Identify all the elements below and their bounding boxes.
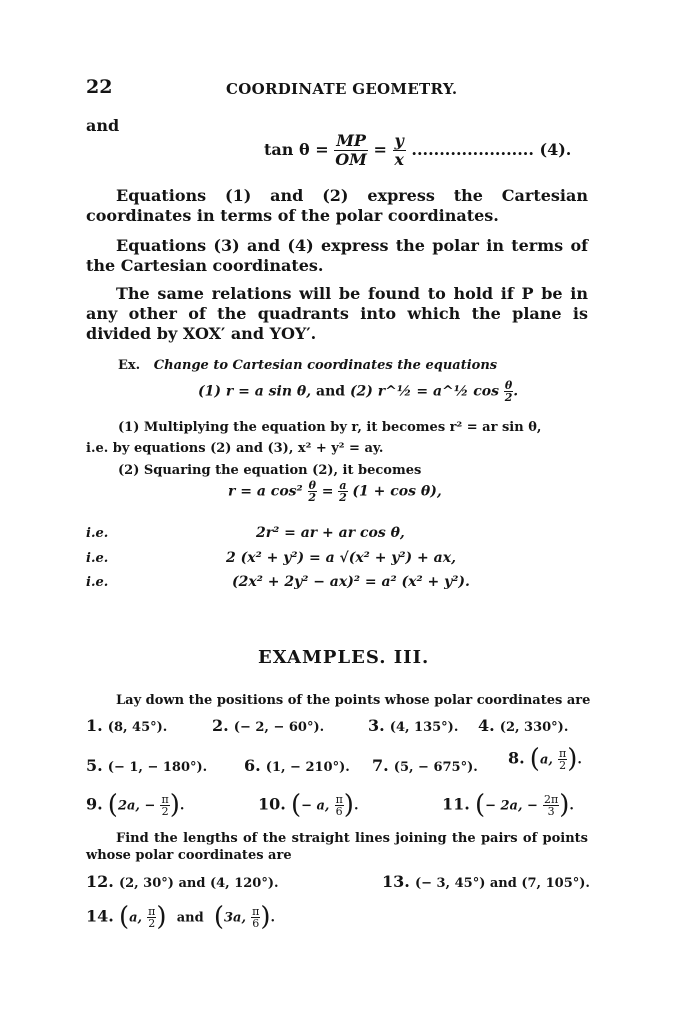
example-14-a2: 3a, (224, 910, 246, 926)
example-7-text: (5, − 675°). (393, 760, 478, 775)
example-4-text: (2, 330°). (499, 720, 569, 735)
example-14-f2-num: π (252, 904, 260, 918)
exercise-eq2: (2) r^½ = a^½ cos (349, 383, 500, 400)
paragraph-3: The same relations will be found to hold if P be in any other of the quadrants into which the plane is divided by XOX′ and YOY′. (86, 284, 588, 343)
example-10-a: − a, (301, 798, 330, 814)
step2-eq-b: = (321, 483, 334, 500)
example-11: 11. (− 2a, − $\frac{2\pi}{3}$ ). (442, 790, 574, 820)
example-2 (212, 716, 324, 735)
example-4 (478, 716, 568, 735)
example-3-text: (4, 135°). (389, 720, 459, 735)
example-6-num: 6. (244, 756, 261, 775)
step2-frac2-num: a (339, 479, 347, 492)
eq4-dots: ...................... (411, 140, 534, 159)
eq4-equals: = (373, 140, 387, 159)
example-5-num: 5. (86, 756, 103, 775)
example-14-a1: a, (129, 910, 143, 926)
example-14-f2-den: 6 (252, 916, 260, 930)
examples-intro: Lay down the positions of the points whose polar coordinates are (116, 693, 591, 708)
eq4-lhs: tan θ = (264, 140, 329, 159)
examples-title: EXAMPLES. III. (258, 647, 430, 668)
example-9: 9. (2a, − $\frac{\pi}{2}$ ). (86, 790, 185, 820)
example-10: 10. (− a, $\frac{\pi}{6}$ ). (258, 790, 359, 820)
example-9-fden: 2 (161, 804, 169, 818)
example-1-text: (8, 45°). (107, 720, 168, 735)
step2-eq-c: (1 + cos θ), (352, 483, 442, 500)
step2-frac-theta-2 (308, 480, 317, 503)
example-9-fraction (160, 794, 169, 817)
example-8: 8. (a, $\frac{\pi}{2}$ ). (508, 744, 582, 774)
example-8-fraction (558, 748, 567, 771)
example-8-num: 8. (508, 748, 525, 768)
example-14-f1-num: π (148, 904, 156, 918)
eq4-frac1-num: MP (336, 131, 366, 150)
exercise-eq1: (1) r = a sin θ, (198, 383, 312, 400)
exercise-eq2-den: 2 (504, 391, 513, 404)
paragraph-1: Equations (1) and (2) express the Cartesian coordinates in terms of the polar coordinates. (86, 186, 588, 225)
example-14-num: 14. (86, 906, 114, 926)
ie-label-3: i.e. (86, 575, 109, 590)
example-9-num: 9. (86, 794, 103, 814)
step2-line1: (2) Squaring the equation (2), it becomes (118, 463, 422, 478)
example-8-fnum: π (559, 746, 567, 760)
example-11-fraction (543, 794, 559, 817)
example-2-num: 2. (212, 716, 229, 735)
step1-line1: (1) Multiplying the equation by r, it becomes r² = ar sin θ, (118, 420, 542, 435)
example-13 (382, 872, 590, 891)
step2-frac-a-2 (338, 480, 347, 503)
example-14-fraction-2 (251, 906, 260, 929)
step2-frac-num: θ (308, 479, 316, 492)
example-11-fnum: 2π (544, 792, 559, 806)
example-14-fraction-1 (147, 906, 156, 929)
page-number: 22 (86, 76, 113, 98)
example-1 (86, 716, 167, 735)
example-12-text: (2, 30°) and (4, 120°). (118, 876, 279, 891)
example-6 (244, 756, 350, 775)
exercise-and: and (316, 383, 346, 400)
example-11-a: − 2a, − (485, 798, 538, 814)
example-7-num: 7. (372, 756, 389, 775)
example-9-a: 2a, − (117, 798, 156, 814)
exercise-instruction: Change to Cartesian coordinates the equations (153, 358, 498, 373)
eq4-label: (4). (539, 140, 572, 159)
example-4-num: 4. (478, 716, 495, 735)
step2-equation (228, 480, 442, 503)
step2-eq-a: r = a cos² (228, 483, 303, 500)
example-13-num: 13. (382, 872, 410, 891)
example-10-fraction (335, 794, 344, 817)
ie-label-1: i.e. (86, 526, 109, 541)
example-7 (372, 756, 478, 775)
exercise-eq2-fraction (504, 380, 513, 403)
exercise-eq2-num: θ (504, 379, 513, 392)
example-10-fnum: π (335, 792, 343, 806)
example-12-num: 12. (86, 872, 114, 891)
example-13-text: (− 3, 45°) and (7, 105°). (414, 876, 590, 891)
exercise-equations: (1) r = a sin θ, and (2) r^½ = a^½ cos $\frac{\theta}{2}$ . (198, 379, 519, 404)
example-5-text: (− 1, − 180°). (107, 760, 208, 775)
eq4-frac2-num: y (394, 131, 404, 150)
example-11-fden: 3 (547, 804, 555, 818)
equation-4 (264, 132, 571, 169)
eq4-frac1-den: OM (335, 150, 367, 169)
example-1-num: 1. (86, 716, 103, 735)
eq4-fraction-mp-om (334, 132, 368, 169)
exercise-heading (118, 358, 497, 373)
example-14-f1-den: 2 (148, 916, 156, 930)
example-14-and: and (176, 910, 204, 926)
step2-frac-den: 2 (308, 491, 317, 504)
example-6-text: (1, − 210°). (265, 760, 350, 775)
eq4-frac2-den: x (394, 150, 404, 169)
and-word: and (86, 116, 120, 135)
example-8-a: a, (539, 752, 553, 768)
paragraph-2: Equations (3) and (4) express the polar in terms of the Cartesian coordinates. (86, 236, 588, 275)
example-5 (86, 756, 207, 775)
derivation-line-a: 2r² = ar + ar cos θ, (256, 525, 405, 541)
example-3 (368, 716, 458, 735)
running-title: COORDINATE GEOMETRY. (226, 80, 458, 98)
exercise-tag: Ex. (118, 358, 141, 373)
step2-frac2-den: 2 (339, 491, 347, 504)
example-8-fden: 2 (559, 758, 567, 772)
example-9-fnum: π (161, 792, 169, 806)
derivation-line-c: (2x² + 2y² − ax)² = a² (x² + y²). (232, 574, 470, 590)
example-3-num: 3. (368, 716, 385, 735)
ie-label-2: i.e. (86, 551, 109, 566)
step1-line2: i.e. by equations (2) and (3), x² + y² = ay. (86, 441, 384, 456)
eq4-fraction-y-x (393, 132, 406, 169)
example-10-fden: 6 (335, 804, 343, 818)
example-2-text: (− 2, − 60°). (233, 720, 325, 735)
example-11-num: 11. (442, 794, 470, 814)
example-14: 14. (a, $\frac{\pi}{2}$ ) and (3a, $\frac{\pi}{6}$ ). (86, 902, 276, 932)
derivation-line-b: 2 (x² + y²) = a √(x² + y²) + ax, (226, 550, 456, 566)
lengths-intro: Find the lengths of the straight lines joining the pairs of points whose polar coordinates are (86, 831, 588, 863)
example-10-num: 10. (258, 794, 286, 814)
example-12 (86, 872, 279, 891)
